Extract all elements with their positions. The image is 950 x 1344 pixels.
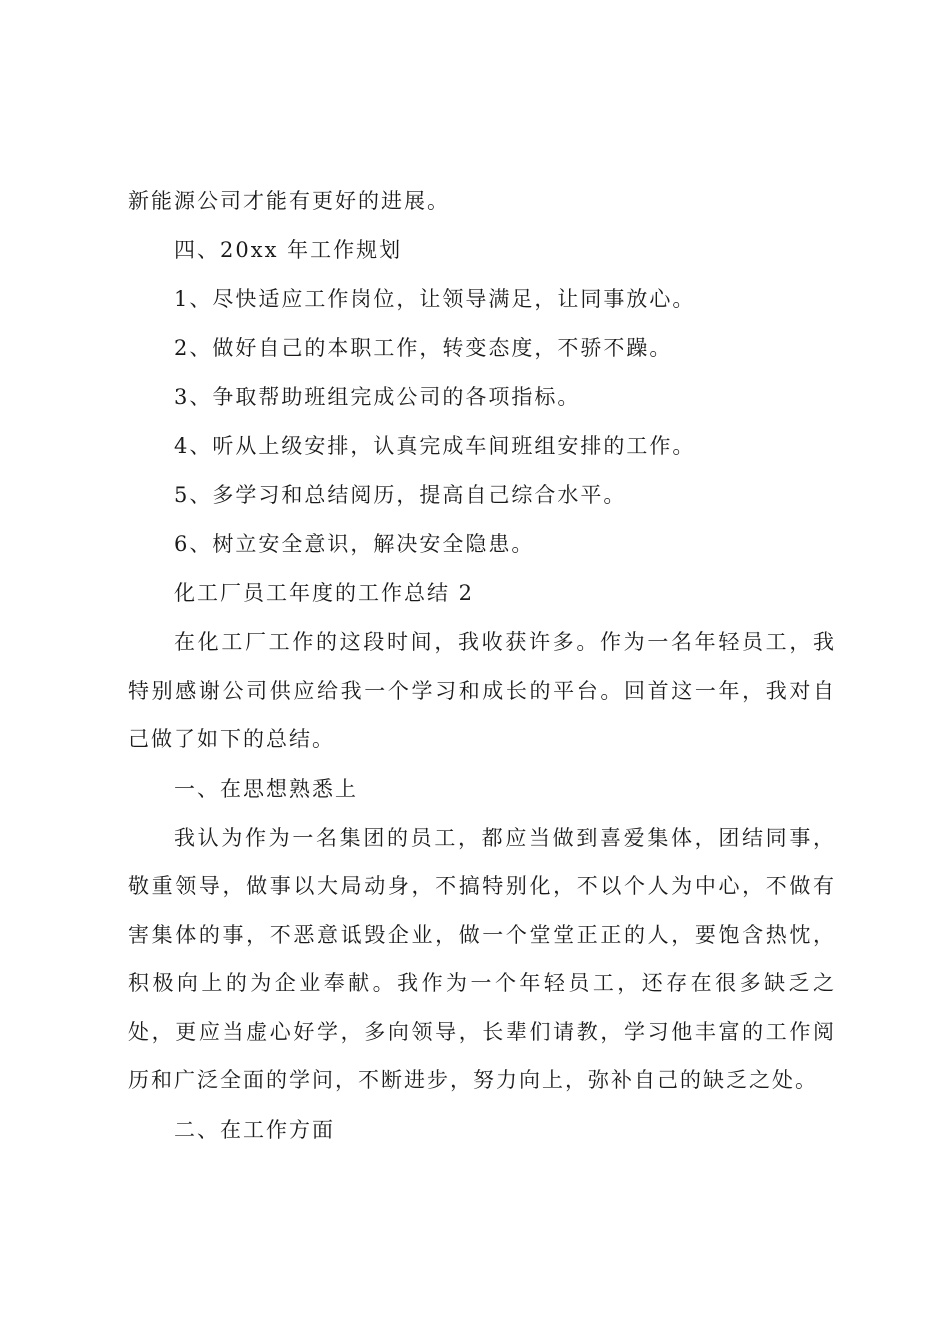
section-heading-thought: 一、在思想熟悉上 xyxy=(174,776,358,801)
text-line-continuation: 新能源公司才能有更好的进展。 xyxy=(128,189,450,213)
plan-item-6: 6、树立安全意识，解决安全隐患。 xyxy=(174,532,535,556)
plan-item-2: 2、做好自己的本职工作，转变态度，不骄不躁。 xyxy=(174,336,673,360)
plan-item-4: 4、听从上级安排，认真完成车间班组安排的工作。 xyxy=(174,434,696,458)
plan-item-3: 3、争取帮助班组完成公司的各项指标。 xyxy=(174,385,581,409)
section-heading-plan: 四、20xx 年工作规划 xyxy=(174,238,403,262)
plan-item-1: 1、尽快适应工作岗位，让领导满足，让同事放心。 xyxy=(174,287,696,311)
thought-paragraph: 我认为作为一名集团的员工，都应当做到喜爱集体，团结同事，敬重领导，做事以大局动身，不搞特别化，不以个人为中心，不做有害集体的事，不恶意诋毁企业，做一个堂堂正正的人，要饱含热忱，积极向上的为企业奉献。我作为一个年轻员工，还存在很多缺乏之处，更应当虚心好学，多向领导，长辈们请教，学习他丰富的工作阅历和广泛全面的学问，不断进步，努力向上，弥补自己的缺乏之处。 xyxy=(128,825,836,1092)
section-heading-work: 二、在工作方面 xyxy=(174,1117,335,1142)
document-body xyxy=(128,177,836,1155)
document-subtitle: 化工厂员工年度的工作总结 2 xyxy=(174,581,475,605)
plan-item-5: 5、多学习和总结阅历，提高自己综合水平。 xyxy=(174,483,627,507)
intro-paragraph: 在化工厂工作的这段时间，我收获许多。作为一名年轻员工，我特别感谢公司供应给我一个学习和成长的平台。回首这一年，我对自己做了如下的总结。 xyxy=(128,630,836,751)
